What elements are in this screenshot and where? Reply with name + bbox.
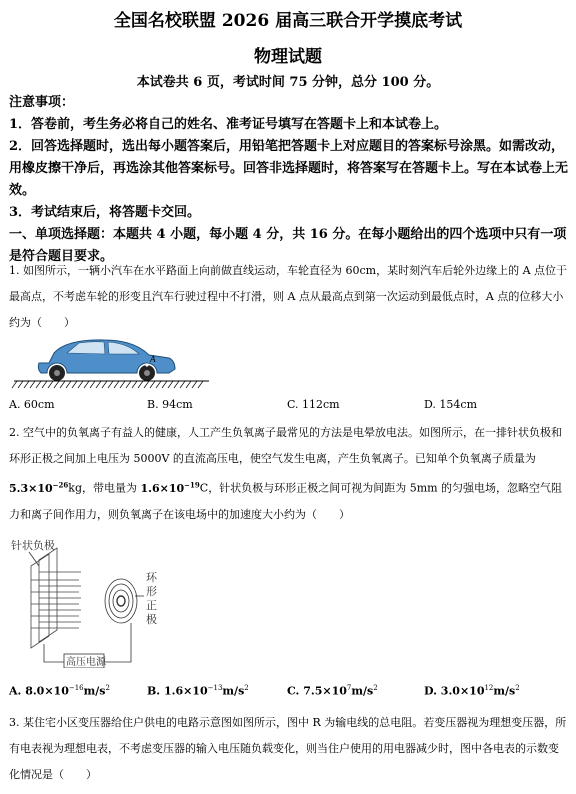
question-2-options [9,684,567,704]
question-1-options [9,398,567,418]
q1-option-b[interactable]: B. 94cm [147,398,193,411]
q1-option-a[interactable]: A. 60cm [9,398,55,411]
q2-option-d[interactable]: D. $3.0\times 10^{12}m/s^2$ [424,684,520,698]
question-2-text: 2. 空气中的负氧离子有益人的健康，人工产生负氧离子最常见的方法是电晕放电法。如图所示，在一排针状负极和环形正极之间加上电压为 5000V 的直流高压电，使空气发生电离，产生负氧离子。已知单个负氧离子质量为 $5.3\times 10^{-26}kg$，带电量为 $1.6\times 10^{-19}C$，针状负极与环形正极之间可视为间距为 5mm 的匀强电场，忽略空气阻力和离子间作用力，则负氧离子在该电场中的加速度大小约为（ ） [9,426,563,521]
notice-block [9,92,569,268]
q2-option-c[interactable]: C. $7.5\times 10^7m/s^2$ [287,684,378,698]
q1-option-d[interactable]: D. 154cm [424,398,478,411]
ion-charge-value: $1.6\times 10^{-19}$ [140,480,200,495]
point-a-label: A [150,354,156,364]
ground-hatching [12,381,203,388]
svg-text:环: 环 [146,572,157,584]
svg-text:正: 正 [146,600,157,612]
notice-heading: 注意事项： [9,95,75,110]
car-figure [9,333,214,389]
q2-option-b[interactable]: B. $1.6\times 10^{-13}m/s^2$ [147,684,249,698]
question-1-text: 1. 如图所示，一辆小汽车在水平路面上向前做直线运动，车轮直径为 60cm，某时刻汽车后轮外边缘上的 A 点位于最高点，不考虑车轮的形变且汽车行驶过程中不打滑，则 A 点从最高点到第一次运动到最低点时，A 点的位移大小约为（ ） [9,264,568,329]
needle-electrode-grid [31,548,81,648]
ring-electrode-label [146,571,158,626]
point-a-marker [145,363,148,366]
ion-mass-value: $5.3\times 10^{-26}$ [9,480,69,495]
svg-text:形: 形 [146,586,157,598]
exam-meta: 本试卷共 6 页，考试时间 75 分钟，总分 100 分。 [136,75,440,90]
source-label: 高压电源 [66,657,106,668]
question-3-text: 3. 某住宅小区变压器给住户供电的电路示意图如图所示，图中 R 为输电线的总电阻。若变压器视为理想变压器，所有电表视为理想电表，不考虑变压器的输入电压随负载变化，则当住户使用的用电器减少时，图中各电表的示数变化情况是（ ） [9,716,567,781]
subject-title: 物理试题 [254,47,322,67]
notice-item-2: 2．回答选择题时，选出每小题答案后，用铅笔把答题卡上对应题目的答案标号涂黑。如需改动，用橡皮擦干净后，再选涂其他答案标号。回答非选择题时，将答案写在答题卡上。写在本试卷上无效。 [9,139,569,198]
q1-option-c[interactable]: C. 112cm [287,398,340,411]
notice-item-3: 3．考试结束后，将答题卡交回。 [9,205,201,220]
q2-option-a[interactable]: A. $8.0\times 10^{-16}m/s^2$ [9,684,110,698]
notice-item-1: 1．答卷前，考生务必将自己的姓名、准考证号填写在答题卡上和本试卷上。 [9,117,448,132]
needle-electrode-label: 针状负极 [11,540,55,552]
ring-electrode [105,579,137,623]
exam-title: 全国名校联盟 2026 届高三联合开学摸底考试 [113,11,463,31]
corona-figure [9,536,169,668]
section-heading: 一、单项选择题：本题共 4 小题，每小题 4 分，共 16 分。在每小题给出的四个选项中只有一项是符合题目要求。 [9,227,567,264]
svg-text:极: 极 [146,614,157,626]
